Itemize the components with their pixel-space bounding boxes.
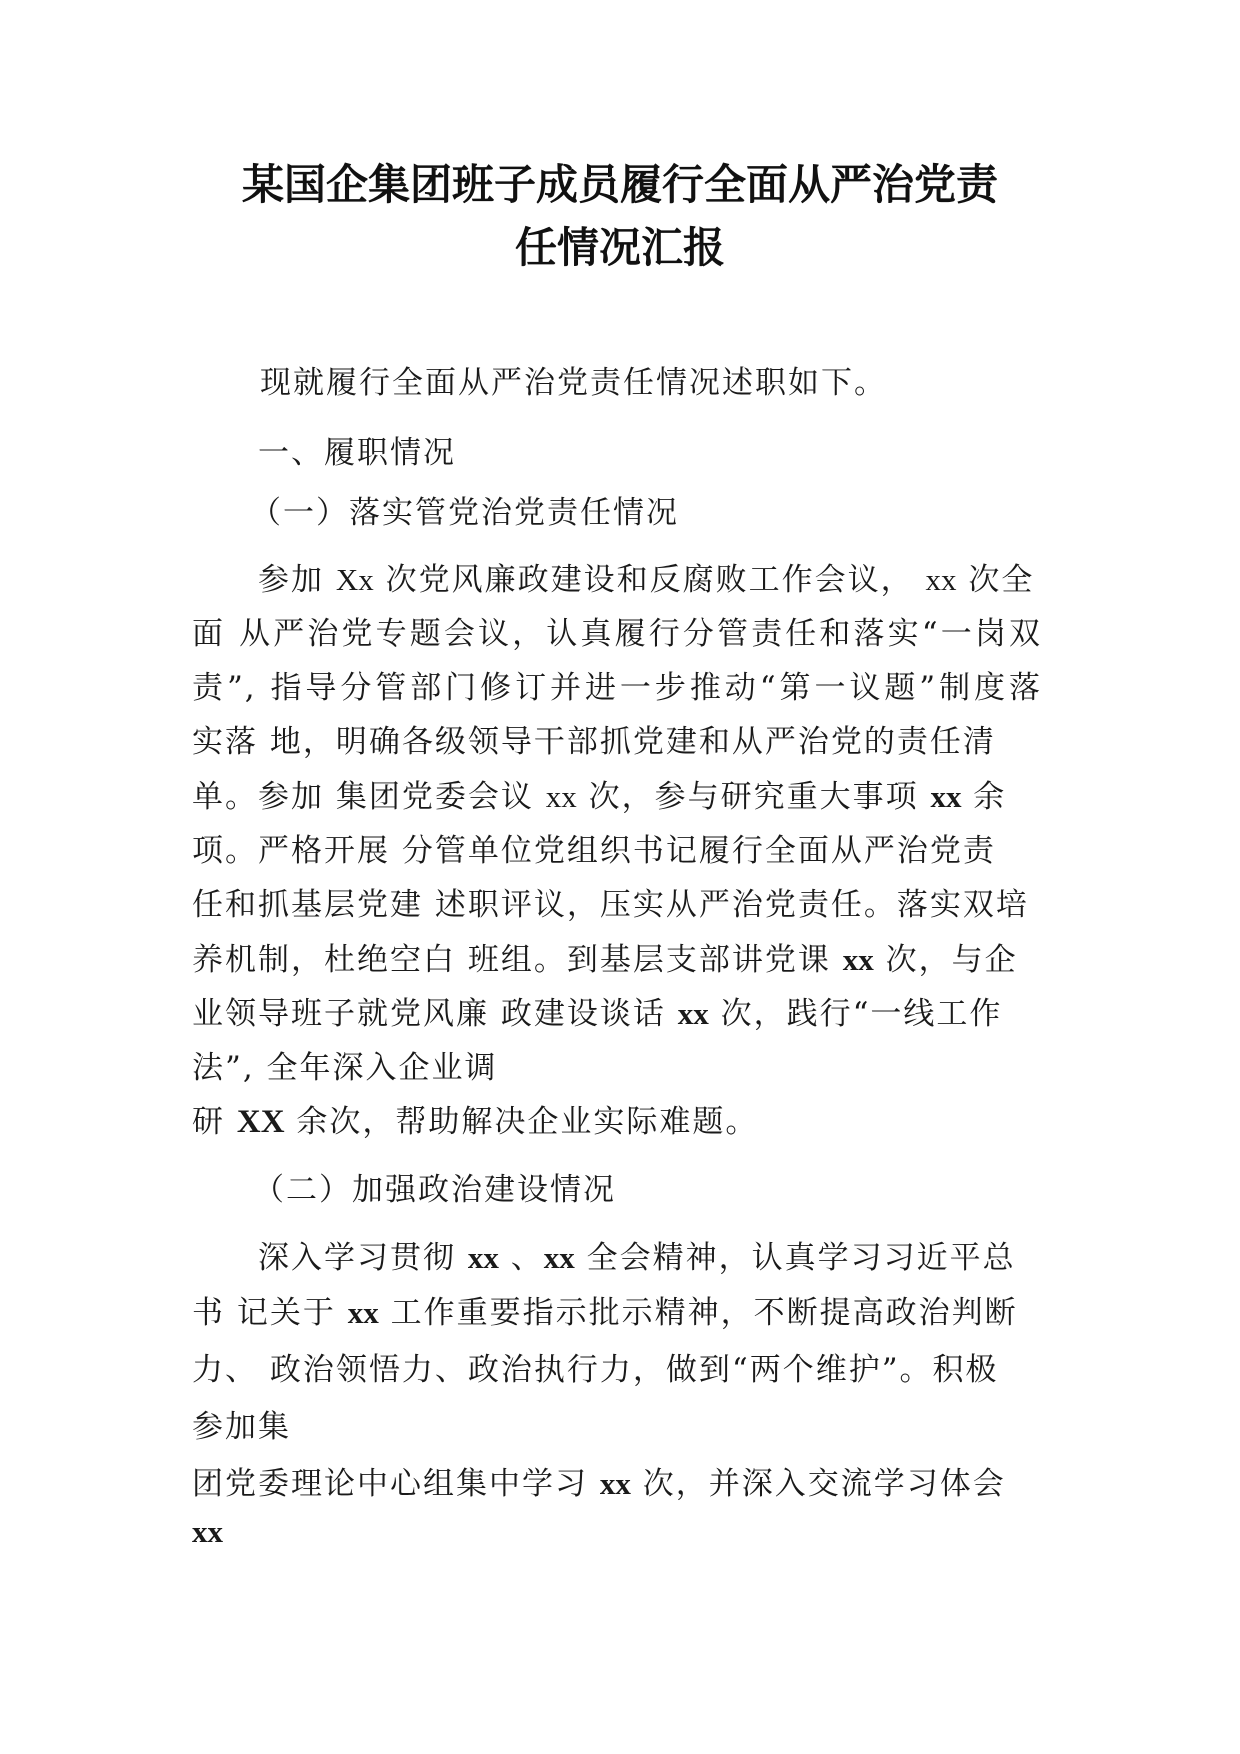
text-run: 书 记关于 — [192, 1295, 348, 1331]
text-run: 单。参加 集团党委会议 — [192, 779, 546, 815]
placeholder-token: xx — [599, 1466, 631, 1501]
text-run: 次全 — [956, 562, 1035, 598]
placeholder-token: xx — [543, 1240, 575, 1275]
placeholder-token: xx — [930, 779, 962, 814]
text-run: 深入学习贯彻 — [258, 1240, 468, 1276]
text-run: 次，与企 — [873, 942, 1018, 978]
para1-line-9 — [192, 994, 1002, 1034]
placeholder-token: xx — [347, 1295, 379, 1330]
para1-line-10: 法”, 全年深入企业调 — [192, 1050, 498, 1086]
placeholder-token: xx — [925, 562, 957, 597]
text-run: 工作重要指示批示精神，不断提高政治判断 — [378, 1295, 1018, 1331]
para2-line-5 — [192, 1464, 1006, 1504]
section-heading-1: 一、履职情况 — [258, 435, 456, 471]
document-title-line-2: 任情况汇报 — [514, 223, 725, 272]
placeholder-token: xx — [545, 779, 577, 814]
placeholder-token: Xx — [335, 562, 374, 597]
placeholder-token: xx — [677, 996, 709, 1031]
para1-line-2: 面 从严治党专题会议，认真履行分管责任和落实“一岗双 — [192, 616, 1042, 652]
text-run: 、 — [498, 1240, 544, 1276]
subsection-heading-1: （一）落实管党治党责任情况 — [250, 495, 679, 531]
placeholder-token: XX — [236, 1104, 285, 1140]
text-run: 次，参与研究重大事项 — [576, 779, 931, 815]
para1-line-6: 项。严格开展 分管单位党组织书记履行全面从严治党责 — [192, 833, 996, 869]
text-run: 全会精神，认真学习习近平总 — [574, 1240, 1016, 1276]
placeholder-token: xx — [842, 942, 874, 977]
para1-line-8 — [192, 940, 1018, 980]
text-run: 参加 — [258, 562, 336, 598]
para2-line-6: xx — [192, 1514, 223, 1549]
placeholder-token: xx — [467, 1240, 499, 1275]
para2-line-2 — [192, 1293, 1018, 1333]
para1-line-4: 实落 地，明确各级领导干部抓党建和从严治党的责任清 — [192, 724, 996, 760]
text-run: 余 — [961, 779, 1007, 815]
text-run: 研 — [192, 1104, 237, 1140]
text-run: 次，践行“一线工作 — [708, 996, 1003, 1032]
text-run: 养机制，杜绝空白 班组。到基层支部讲党课 — [192, 942, 843, 978]
subsection-heading-2: （二）加强政治建设情况 — [253, 1172, 616, 1208]
text-run: 业领导班子就党风廉 政建设谈话 — [192, 996, 678, 1032]
para1-line-7: 任和抓基层党建 述职评议，压实从严治党责任。落实双培 — [192, 887, 1029, 923]
text-run: 次党风廉政建设和反腐败工作会议， — [373, 562, 926, 598]
text-run: 余次，帮助解决企业实际难题。 — [284, 1104, 759, 1140]
text-run: 次，并深入交流学习体会 — [630, 1466, 1006, 1502]
para1-line-1 — [258, 560, 1034, 600]
para2-line-4: 参加集 — [192, 1409, 291, 1445]
text-run: 团党委理论中心组集中学习 — [192, 1466, 600, 1502]
document-title-line-1: 某国企集团班子成员履行全面从严治党责 — [241, 160, 998, 209]
para2-line-3: 力、 政治领悟力、政治执行力，做到“两个维护”。积极 — [192, 1352, 999, 1388]
intro-paragraph: 现就履行全面从严治党责任情况述职如下。 — [260, 365, 887, 401]
para1-line-5 — [192, 777, 1006, 817]
para1-line-3: 责”, 指导分管部门修订并进一步推动“第一议题”制度落 — [192, 670, 1042, 706]
para1-line-11 — [192, 1102, 758, 1142]
para2-line-1 — [258, 1238, 1016, 1278]
